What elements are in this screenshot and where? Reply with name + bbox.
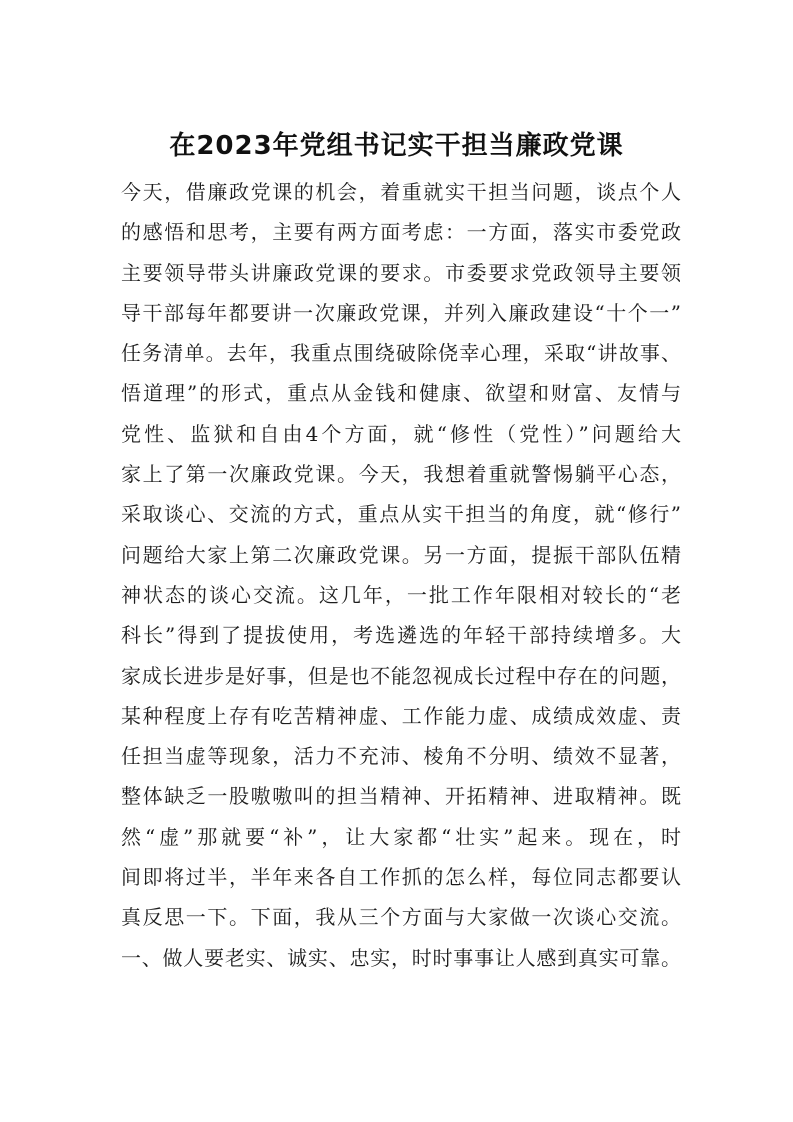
body-line: 神状态的谈心交流。这几年，一批工作年限相对较长的“老 — [121, 582, 681, 607]
body-line: 任担当虚等现象，活力不充沛、棱角不分明、绩效不显著， — [121, 744, 681, 769]
body-line: 悟道理”的形式，重点从金钱和健康、欲望和财富、友情与 — [121, 381, 681, 406]
body-line: 主要领导带头讲廉政党课的要求。市委要求党政领导主要领 — [121, 260, 681, 285]
body-line: 采取谈心、交流的方式，重点从实干担当的角度，就“修行” — [121, 502, 681, 527]
body-line: 某种程度上存有吃苦精神虚、工作能力虚、成绩成效虚、责 — [121, 703, 681, 728]
body-line: 一、做人要老实、诚实、忠实，时时事事让人感到真实可靠。 — [121, 945, 681, 970]
document-title: 在2023年党组书记实干担当廉政党课 — [169, 131, 624, 161]
body-line: 任务清单。去年，我重点围绕破除侥幸心理，采取“讲故事、 — [121, 341, 681, 366]
body-line: 导干部每年都要讲一次廉政党课，并列入廉政建设“十个一” — [121, 300, 681, 325]
body-line: 科长”得到了提拔使用，考选遴选的年轻干部持续增多。大 — [121, 623, 681, 648]
body-line: 家上了第一次廉政党课。今天，我想着重就警惕躺平心态， — [121, 462, 681, 487]
body-line: 党性、监狱和自由4个方面，就“修性（党性）”问题给大 — [121, 421, 681, 446]
body-line: 的感悟和思考，主要有两方面考虑：一方面，落实市委党政 — [121, 220, 681, 245]
body-line: 今天，借廉政党课的机会，着重就实干担当问题，谈点个人 — [121, 180, 681, 204]
document-body — [121, 172, 681, 978]
body-line: 真反思一下。下面，我从三个方面与大家做一次谈心交流。 — [121, 905, 681, 930]
body-line: 家成长进步是好事，但是也不能忽视成长过程中存在的问题， — [121, 663, 681, 688]
body-line: 间即将过半，半年来各自工作抓的怎么样，每位同志都要认 — [121, 865, 681, 890]
body-line: 然“虚”那就要“补”，让大家都“壮实”起来。现在，时 — [121, 824, 681, 849]
body-line: 问题给大家上第二次廉政党课。另一方面，提振干部队伍精 — [121, 542, 681, 567]
body-line: 整体缺乏一股嗷嗷叫的担当精神、开拓精神、进取精神。既 — [121, 784, 681, 809]
